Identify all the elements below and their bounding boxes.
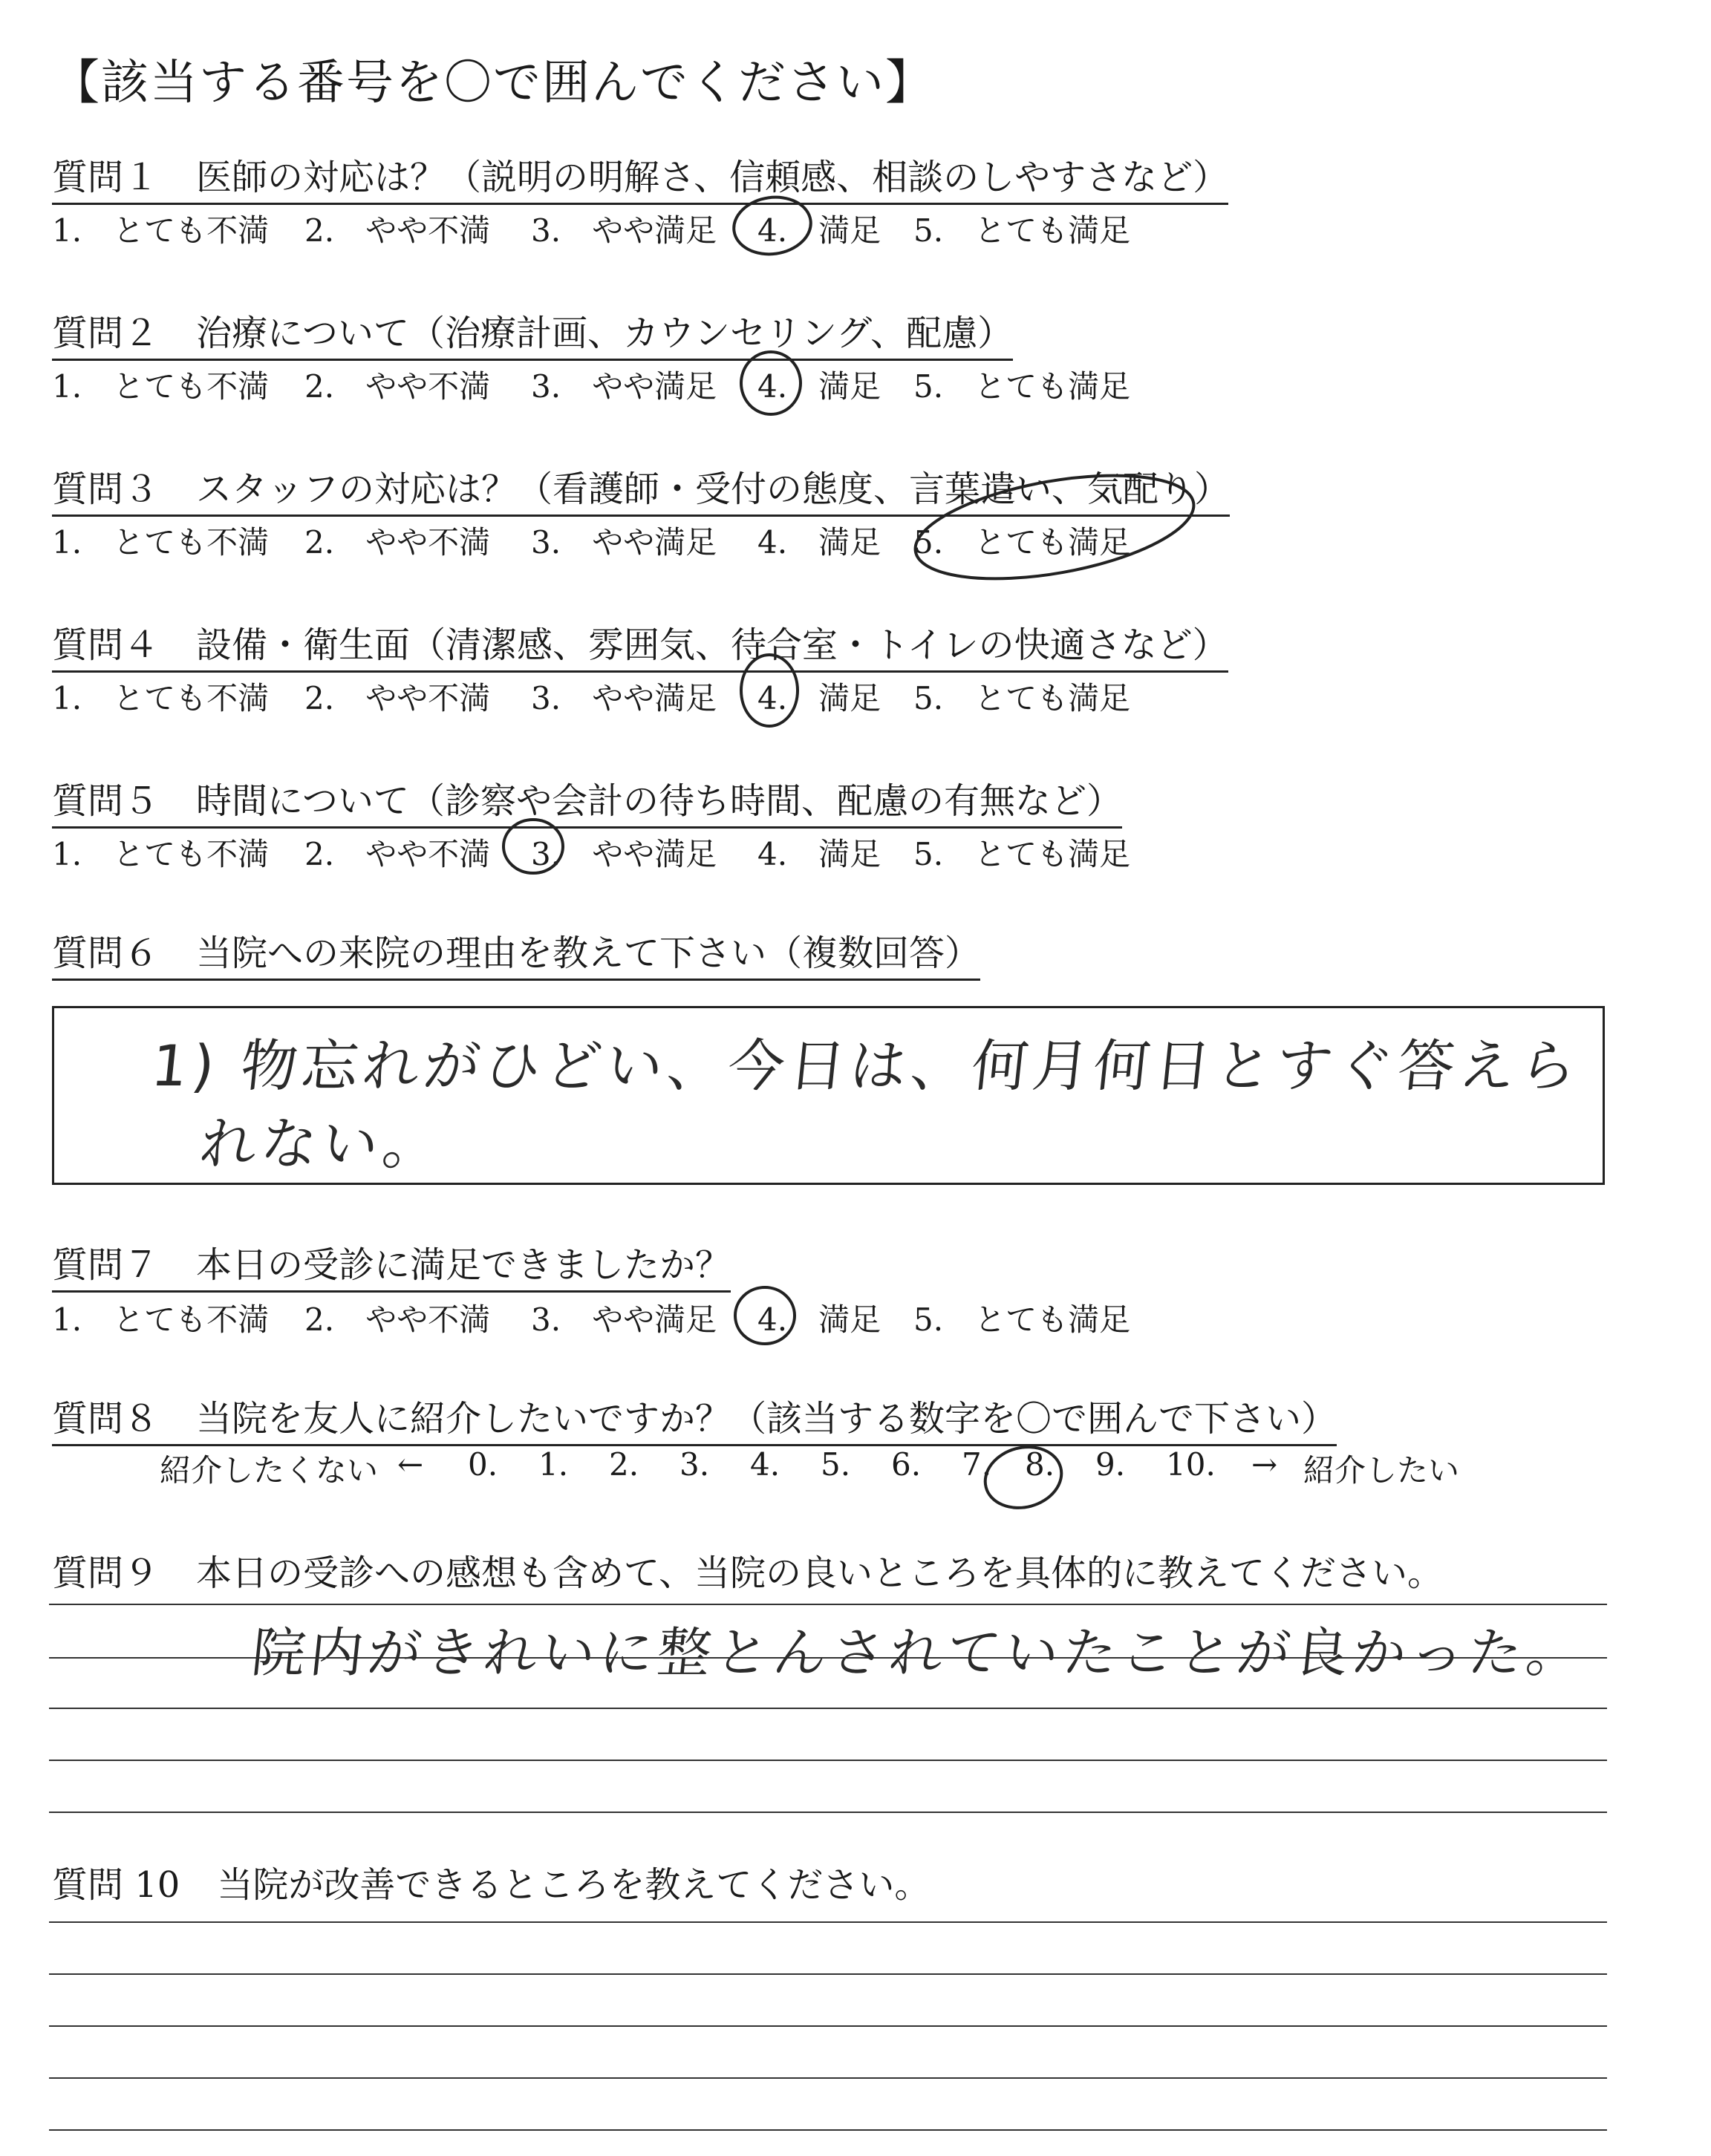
q3-option-1[interactable]: 1. とても不満 (52, 524, 270, 561)
page-heading: 【該当する番号を〇で囲んでください】 (52, 56, 934, 111)
q7-option-2[interactable]: 2. やや不満 (304, 1301, 491, 1338)
q4-option-4[interactable]: 4. 満足 (757, 680, 881, 716)
question-1-text: 医師の対応は？（説明の明解さ、信頼感、相談のしやすさなど） (196, 157, 1229, 198)
q8-number-10[interactable]: 10. (1166, 1446, 1216, 1483)
q5-option-3[interactable]: 3. やや満足 (531, 836, 717, 872)
q3-option-3[interactable]: 3. やや満足 (531, 524, 717, 561)
question-8-label: 質問８ (52, 1398, 160, 1440)
question-7-text: 本日の受診に満足できましたか？ (196, 1244, 731, 1286)
q8-number-0[interactable]: 0. (468, 1446, 498, 1483)
q4-option-1[interactable]: 1. とても不満 (52, 680, 270, 716)
q1-option-2[interactable]: 2. やや不満 (304, 212, 491, 249)
q3-option-4[interactable]: 4. 満足 (757, 524, 881, 561)
q8-left-arrow: ← (397, 1446, 424, 1483)
q7-option-5[interactable]: 5. とても満足 (913, 1301, 1131, 1338)
question-6-answer-line-1: 1) 物忘れがひどい、今日は、何月何日とすぐ答えら (148, 1033, 1585, 1099)
q7-option-4[interactable]: 4. 満足 (757, 1301, 881, 1338)
q2-option-1[interactable]: 1. とても不満 (52, 368, 270, 405)
q3-option-2[interactable]: 2. やや不満 (304, 524, 491, 561)
q2-option-3[interactable]: 3. やや満足 (531, 368, 717, 405)
q8-number-6[interactable]: 6. (891, 1446, 922, 1483)
question-3-label: 質問３ (52, 468, 160, 510)
q1-option-1[interactable]: 1. とても不満 (52, 212, 270, 249)
question-6-text: 当院への来院の理由を教えて下さい（複数回答） (196, 932, 981, 974)
q1-selection-circle (730, 192, 815, 259)
question-6-label: 質問６ (52, 932, 160, 974)
q8-number-9[interactable]: 9. (1095, 1446, 1126, 1483)
q2-option-4[interactable]: 4. 満足 (757, 368, 881, 405)
q3-selection-circle (907, 457, 1202, 597)
question-6-answer-line-2: れない。 (196, 1111, 448, 1177)
q1-option-5[interactable]: 5. とても満足 (913, 212, 1131, 249)
question-9-text: 本日の受診への感想も含めて、当院の良いところを具体的に教えてください。 (196, 1552, 1444, 1594)
q7-option-1[interactable]: 1. とても不満 (52, 1301, 270, 1338)
q8-number-7[interactable]: 7. (962, 1446, 992, 1483)
q8-left-label: 紹介したくない (160, 1452, 379, 1489)
q4-option-5[interactable]: 5. とても満足 (913, 680, 1131, 716)
question-4-text: 設備・衛生面（清潔感、雰囲気、待合室・トイレの快適さなど） (196, 624, 1228, 666)
question-9-answer: 院内がきれいに整とんされていたことが良かった。 (248, 1621, 1588, 1684)
question-4-label: 質問４ (52, 624, 160, 666)
q8-selection-circle (978, 1439, 1068, 1516)
q5-selection-circle (503, 820, 563, 873)
q1-option-3[interactable]: 3. やや満足 (531, 212, 717, 249)
question-2-label: 質問２ (52, 313, 160, 354)
q8-number-3[interactable]: 3. (679, 1446, 710, 1483)
question-3-text: スタッフの対応は？（看護師・受付の態度、言葉遣い、気配り） (196, 468, 1231, 510)
q8-number-5[interactable]: 5. (821, 1446, 851, 1483)
q2-selection-circle (741, 352, 801, 414)
q7-option-3[interactable]: 3. やや満足 (531, 1301, 717, 1338)
q4-selection-circle (741, 655, 798, 726)
q2-option-5[interactable]: 5. とても満足 (913, 368, 1131, 405)
question-5-label: 質問５ (52, 780, 160, 822)
question-8-text: 当院を友人に紹介したいですか？（該当する数字を〇で囲んで下さい） (196, 1398, 1337, 1440)
q4-option-3[interactable]: 3. やや満足 (531, 680, 717, 716)
question-5-text: 時間について（診察や会計の待ち時間、配慮の有無など） (196, 780, 1123, 822)
q1-option-4[interactable]: 4. 満足 (757, 212, 881, 249)
question-1-label: 質問１ (52, 157, 160, 198)
q5-option-4[interactable]: 4. 満足 (757, 836, 881, 872)
q2-option-2[interactable]: 2. やや不満 (304, 368, 491, 405)
question-2-text: 治療について（治療計画、カウンセリング、配慮） (196, 313, 1014, 354)
q3-option-5[interactable]: 5. とても満足 (913, 524, 1131, 561)
q8-number-4[interactable]: 4. (750, 1446, 780, 1483)
q5-option-5[interactable]: 5. とても満足 (913, 836, 1131, 872)
question-10-text: 当院が改善できるところを教えてください。 (217, 1864, 931, 1906)
q8-number-2[interactable]: 2. (609, 1446, 639, 1483)
q8-number-1[interactable]: 1. (538, 1446, 569, 1483)
q8-number-8[interactable]: 8. (1025, 1446, 1055, 1483)
q8-right-arrow: → (1251, 1446, 1278, 1483)
q8-right-label: 紹介したい (1303, 1452, 1460, 1489)
q5-option-1[interactable]: 1. とても不満 (52, 836, 270, 872)
question-10-label: 質問 10 (52, 1864, 180, 1906)
q7-selection-circle (735, 1287, 795, 1344)
q4-option-2[interactable]: 2. やや不満 (304, 680, 491, 716)
q5-option-2[interactable]: 2. やや不満 (304, 836, 491, 872)
question-7-label: 質問７ (52, 1244, 160, 1286)
question-9-label: 質問９ (52, 1552, 160, 1594)
